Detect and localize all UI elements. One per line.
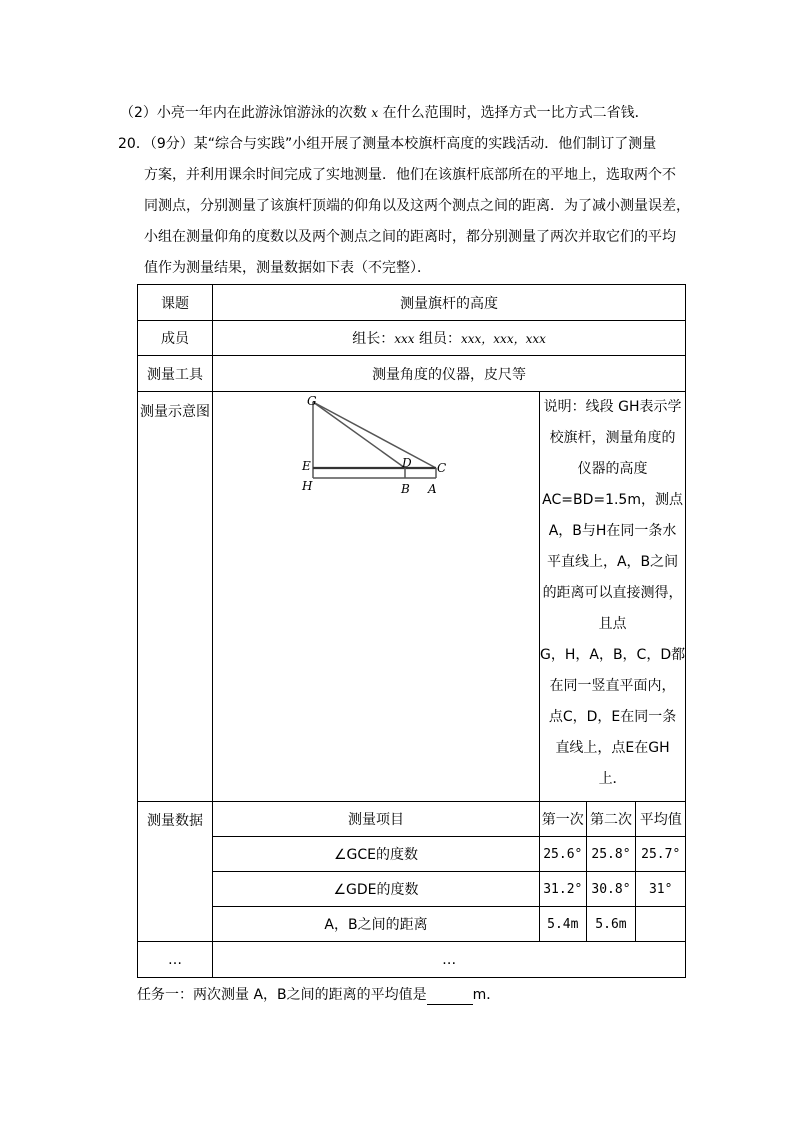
- desc-line: AC=BD=1.5m，测点: [542, 492, 683, 508]
- measurement-table: [137, 284, 686, 978]
- row-second: 25.8°: [586, 837, 636, 872]
- desc-line: 上．: [598, 771, 627, 787]
- label-H: H: [302, 479, 313, 493]
- var-x: x: [371, 106, 379, 120]
- row-first: 31.2°: [540, 872, 587, 907]
- task-1: [137, 985, 500, 1005]
- topic-label: 课题: [138, 285, 213, 321]
- q20-line-4: 小组在测量仰角的度数以及两个测点之间的距离时，都分别测量了两次并取它们的平均: [144, 229, 676, 245]
- header-second: 第二次: [586, 802, 636, 837]
- row-item: ∠GDE的度数: [213, 872, 540, 907]
- data-label: 测量数据: [138, 802, 213, 942]
- topic-value: 测量旗杆的高度: [213, 285, 686, 321]
- diagram-label: 测量示意图: [138, 392, 213, 802]
- row-average: 31°: [636, 872, 686, 907]
- task1-text: 任务一：两次测量 A，B之间的距离的平均值是: [137, 987, 427, 1003]
- desc-line: 校旗杆，测量角度的: [549, 430, 676, 446]
- row-average: 25.7°: [636, 837, 686, 872]
- label-B: B: [401, 482, 410, 496]
- label-E: E: [302, 459, 311, 473]
- desc-line: 平直线上，A，B之间: [546, 554, 679, 570]
- header-first: 第一次: [540, 802, 587, 837]
- desc-line: 在同一竖直平面内，: [549, 678, 676, 694]
- row-item: A，B之间的距离: [213, 907, 540, 942]
- header-average: 平均值: [636, 802, 686, 837]
- row-second: 5.6m: [586, 907, 636, 942]
- table-row: [138, 872, 686, 907]
- q20-line-3: 同测点，分别测量了该旗杆顶端的仰角以及这两个测点之间的距离．为了减小测量误差，: [144, 198, 690, 214]
- row-first: 25.6°: [540, 837, 587, 872]
- q20-line-2: 方案，并利用课余时间完成了实地测量．他们在该旗杆底部所在的平地上，选取两个不: [144, 167, 676, 183]
- flagpole-diagram: [213, 392, 539, 502]
- task1-unit: m．: [472, 987, 501, 1003]
- member-names: xxx，xxx，xxx: [460, 332, 546, 346]
- ellipsis-left: …: [138, 942, 213, 978]
- desc-line: A，B与H在同一条水: [548, 523, 677, 539]
- leader-name: xxx: [394, 332, 415, 346]
- members-value: [213, 321, 686, 356]
- diagram-description: [540, 392, 686, 802]
- q2-text-a: （2）小亮一年内在此游泳馆游泳的次数: [120, 105, 372, 121]
- row-item: ∠GCE的度数: [213, 837, 540, 872]
- diagram-cell: [213, 392, 540, 802]
- line-GC: [313, 402, 436, 468]
- row-average: [636, 907, 686, 942]
- leader-label: 组长：: [352, 331, 395, 347]
- label-A: A: [428, 482, 437, 496]
- desc-line: 仪器的高度: [577, 461, 648, 477]
- question-part-2: [120, 103, 649, 123]
- row-first: 5.4m: [540, 907, 587, 942]
- desc-line: 点C，D，E在同一条: [548, 709, 677, 725]
- row-second: 30.8°: [586, 872, 636, 907]
- q20-line-1: 20．（9分）某“综合与实践”小组开展了测量本校旗杆高度的实践活动．他们制订了测量: [118, 136, 657, 152]
- label-C: C: [437, 461, 447, 475]
- desc-line: G，H，A，B，C，D都: [540, 647, 686, 663]
- tools-label: 测量工具: [138, 356, 213, 392]
- table-row: [138, 837, 686, 872]
- desc-line: 说明：线段 GH表示学: [543, 399, 682, 415]
- table-row: [138, 907, 686, 942]
- q2-text-b: 在什么范围时，选择方式一比方式二省钱．: [378, 105, 649, 121]
- members-label: 成员: [138, 321, 213, 356]
- header-item: 测量项目: [213, 802, 540, 837]
- line-GD: [313, 402, 405, 468]
- tools-value: 测量角度的仪器，皮尺等: [213, 356, 686, 392]
- desc-line: 直线上，点E在GH: [555, 740, 670, 756]
- q20-line-5: 值作为测量结果，测量数据如下表（不完整）．: [144, 260, 431, 276]
- label-G: G: [307, 394, 317, 408]
- label-D: D: [402, 456, 412, 470]
- answer-blank[interactable]: [427, 990, 473, 1005]
- desc-line: 的距离可以直接测得，: [542, 585, 683, 601]
- ellipsis-right: …: [213, 942, 686, 978]
- members-sub-label: 组员：: [414, 331, 461, 347]
- desc-line: 且点: [598, 616, 627, 632]
